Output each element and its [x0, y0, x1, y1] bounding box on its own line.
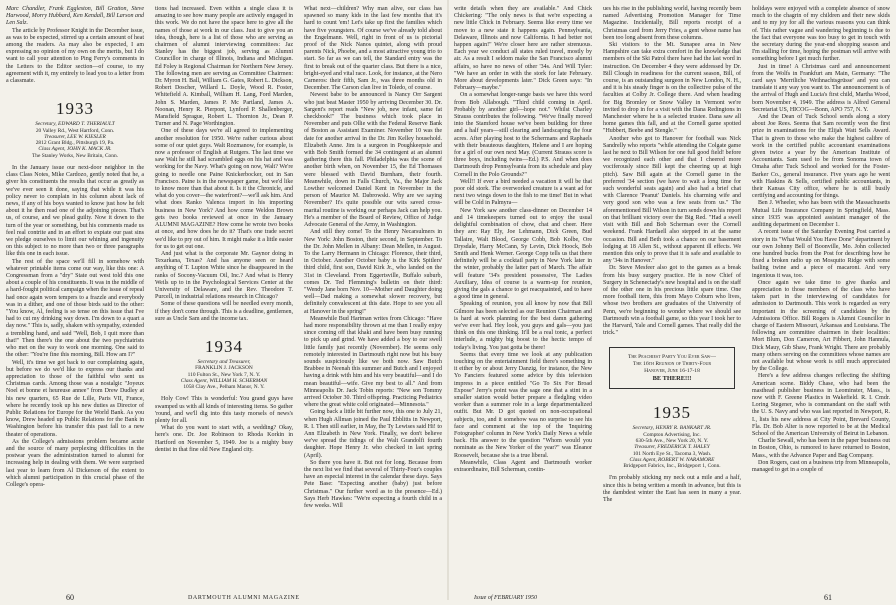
paragraph: Don Rogers, cast on a business trip from Minneapolis, managed to get in a couple of — [752, 459, 890, 473]
paragraph: A recent issue of the Saturday Evening Post carried a story in its "What Would You Have Done" department by our own Johnny Bell of Boonville, Mo. John collected one hundred bucks from the Post for describing how he fixed a broken radio up on Mosquito Ridge with some bailing twine and a piece of macaroni. And very ingenious it was, too. — [752, 229, 890, 279]
officer-line: The Stanley Works, New Britain, Conn. — [31, 152, 118, 159]
left-column-3 — [304, 6, 442, 571]
officer-line: Secretary, HENRY R. BANKART JR. — [632, 425, 712, 432]
paragraph: Meanwhile Bud Hartman writes from Chicago: "Have had more responsibility thrown at me than I really enjoy since coming off that khaki and have been busy running to pick up and grind. We have added a boy to our swell little family just recently (November). He seems only remotely interested in Dartmouth right now but his busy sounds suspiciously like we both now. Saw Butch Brabbee in Neenah this summer and Butch and I enjoyed having a drink with him and his very beautiful—and I do mean beautiful—wife. Give my best to all." And from Minneapolis Dr. Jack Tobin reports: "New son Tommy arrived October 30. Third offspring. Practicing Pediatrics where the great white cold originated—Minnesota." — [304, 315, 442, 409]
paragraph: And still they come! To the Henry Necarsulmers in New York: John Boston, their second, in September. To the Dr. John Mellen in Albany: Dean Mellen, in August. To the Larry Hermann in Chicago: Florence, their third, in October. Another October baby is the Kirk Spitlers' third child, first son, David Kirk Jr., who landed on the 31st in Cleveland. From Eggertsville, Buffalo suburb, comes Dr. Ted Flemming's bulletin on their third: "Wendy Jane born Nov. 10—Mother and Daughter doing well—Dad making a somewhat slower recovery, but definitely convalescent at this date. Hope to see you all at Hanover in the spring!" — [304, 229, 442, 315]
officer-line: Treasurer, FREDERICK T. HALEY — [634, 444, 710, 451]
paragraph: Well, it's time we got back to our complaining again, but before we do we'd like to express our thanks and appreciation to those of the faithful who sent us Christmas cards. Among those was a nostalgic "Joyeux Noel et bonne et heureuse annee" from Drew Dudley at his new quarters, 65 Rue de Lille, Paris VII, France, where he recently took up his new duties as Director of Public Relations for Europe for the World Bank. As you know, Drew headed up Public Relations for the Bank in Washington before his transfer this past fall to a new theater of operations. — [6, 359, 144, 438]
officer-line: Bridgeport Fabrics, Inc., Bridgeport 1, Conn. — [623, 463, 721, 470]
paragraph: Newest babe to be announced is Nancy Orr Sargent who just beat Master 1950 by arriving December 30. Dr. Sargent's report reads "New job, new infant, same fat checkbook!" The business which took place in November and puts Ollie with the Federal Reserve Bank of Boston as Assistant Examiner. November 10 was the date for another arrival in the Dr. Jim Kelley household. Elizabeth Anne. Jim is a surgeon in Poughkeepsie and with Bob Smith formed the 34 contingent at an alumni gathering there this fall. Philadelphia was the scene of another birth when, on November 15, the Ed Thomases were blessed with David Burnham, their fourth. Meanwhile, down in Falls Church, Va., the Major Jack Lowther welcomed Daniel Kent in November in the person of Maurice M. Dabrowski. Why are we saying November? It's quite possible our wits saved cross-marital routine is working our perhaps Jack can help you. He's a member of the Board of Review, Office of Judge Advocate General of the Army, in Washington. — [304, 92, 442, 229]
paragraph: The article by Professor Knight in the December issue, as was to be expected, stirred up a certain amount of heat among the readers. As may also be expected, I am expressing no opinion of my own on the merits, but I do want to call your attention to Ping Ferry's comments in the Letters to the Editor section—of course, to my agreement with it, my entirely to lead you to a letter from a classmate. — [6, 27, 144, 85]
paragraph: Holy Cow! This is wonderful: You grand guys have swamped us with all kinds of interesting items. So gather 'round, and we'll dig into this tasty morsels of news's plenty for all. — [155, 396, 293, 425]
paragraph: One of these days we're all agreed to implementing another resolution for 1950. We're rather curious about some of our quiet guys. Walt Rozmanow, for example, is now a professor of English at Rutgers. The last time we saw Walt he still had scrambled eggs on his hat and was working for the Navy. What's going on now, Walt? We're going to needle one Paine Knickerbocker, out in San Francisco. Paine is in the newspaper game, but we'd like to know more than that about it. Is it the Chronicle, and what do you cover—the waterfront?—we'll ask him. And what does Ranko Valenca import in his importing business in New York? And how come Weldon Brown gets two books reviewed at once in the January ALUMNI MAGAZINE? How come he wrote two books at once, and how does he do it? That's one trade secret we'd like to pry out of him. It might make it a little easier for us to get out one. — [155, 128, 293, 250]
officer-line: 630-5th Ave., New York 20, N. Y. — [635, 437, 709, 444]
paragraph: Some of these questions will be needled every month, if they don't come through. This is a deadline, gentlemen, sure as Uncle Sam and the income tax. — [155, 301, 293, 322]
class-1935-header — [603, 403, 741, 469]
paragraph: Ski visitors to the Mt. Sunapee area in New Hampshire can take extra comfort in the knowledge that members of the Ski Patrol there have had the last word in instruction. On December 4 they were addressed by Dr. Bill Clough in readiness for the current season, Bill, of course, is an outstanding surgeon in New London, N. H., and it is his steady finger is on the collective pulse of the faculties at Colby Jr. College there. And when heading for Big Bromley or Snow Valley in Vermont we're invited to drop in for a visit with the Dana Redingtons in Manchester where he is a selected trustee. Dana saw all home games this fall, and at the Cornell game spotted "Hubbert, Beebe and Stengle." — [603, 42, 741, 135]
left-column-2 — [155, 6, 293, 571]
paragraph: Another who got to Hanover for football was Nick Sandrelly who reports "while attending the Colgate game last he next to Bill Wilson for one full good field! before we recognized each other and that I cheered more vociferously since Bill kept the cheering up at high pitch). Saw Bill again at the Cornell game in the preferred '34 section (we have to wait a long time for such wonderful seats again) and also had a brief chat with Clarence 'Peanut' Daniels. his charming wife and very good son who was a few seats from us." The aforementioned Bill Wilson in turn sends down his report on that brilliant victory over the Big Red. "Had a swell visit with Bill and Bob Scherman over the Cornell weekend. Frank Hardaell also stepped in at the same occasion. Bill and Beth took a chance on our basement lodging at 18 Allen St., without apparent ill effects. We mention this only to prove that it is safe and available to any '34s in Hanover." — [603, 135, 741, 265]
magazine-title-footer: DARTMOUTH ALUMNI MAGAZINE — [188, 595, 300, 601]
notice-line: Hanover, June 16-17-18 — [644, 368, 700, 375]
paragraph: Seems that every time we look at any publication touching on the entertainment field there's something in it either by or about Jerry Danzig, for instance, the New Yo Fanciers featured some advice by this television impress in a piece entitled "Go To Six For Broad Expose" Jerry's point was the sage one that a stint in a smaller station would better prepare a fledgling video worker than a summer role in a large departmentalized outfit. But Mr. D got quoted on non-occupational subjects, too, and it somehow was no surprise to see his face and comment at the top of the 'Inquiring Fotographer' column in New York's Daily News a while back. His answer to the question "Whom would you nominate as the New Yorker of the year?" was Eleanor Roosevelt, because she is a true liberal. — [454, 351, 592, 459]
paragraph: And the Dean of Tuck School sends along a story about Joe Rees. Seems that Sam recently won the first prize in examinations for the Elijah Watt Sells Award. That is given to those who make the highest calibre of work in the certified public accountant examinations given twice a year by the American Institute of Accountants. Sam used to be from Sonoma town of Omaha after Tuck School and worked for the Foster-Barker Co., general insurance. Five years ago he went with Haskins & Sells, certified public accountants, in their Kansas City office, where he is still busily certifying and accounting for things. — [752, 114, 890, 200]
issue-date-footer: Issue of FEBRUARY 1950 — [474, 595, 538, 601]
class-year: 1935 — [653, 403, 691, 423]
officer-line: 101 North Eye St., Tacoma 3, Wash. — [632, 450, 712, 457]
notice-line: The Peachiest Party You Ever Saw— — [627, 354, 717, 361]
officer-line: Class Agent, ROBERT W. NARAMORE — [629, 456, 715, 463]
officer-line: 20 Valley Rd., West Hartford, Conn. — [35, 127, 115, 134]
paragraph: Well!! If ever a bird needed a vacation it will be that poor old stork. The overworked creature is a want ad for next two wings down to the fish to me time! But in what will be Cold in Palmyra— — [454, 178, 592, 207]
officer-line: Class Agent, WILLIAM H. SCHERMAN — [180, 377, 268, 384]
paragraph: Meanwhile, Class Agent and Dartmouth worker extraordinaire, Bill Scherman, contin- — [454, 459, 592, 473]
paragraph: What do you want to start with, a wedding? Okay, here's one. Dr. Joe Robinson to Rhoda Korkin in Hartford on November 5, 1949. Joe is a mighty busy dentist in that fine old New England city. — [155, 425, 293, 453]
left-page — [6, 6, 442, 602]
paragraph: Here's a few address changes reflecting the shifting American scene. Biddy Chase, who had been the masthead publisher business in Leominster, Mass., is now with F. Greene Plastics in Wakefield. R. I. Cmdr. Loring Stegener, who is commandant on the staff with the U. S. Navy and who was last reported in Newport, R. I., lists his new address at City Point, Brevard County, Fla. Dr. Bob Alter is now reported to be at the Medical School of the American University of Beirut in Lebanon. — [752, 373, 890, 437]
paragraph: In the January issue our next-door neighbor in the class Class Notes, Mike Cardozo, gently noted that he, a giver his constituents the results that occur as greatly as we've ever seen it done, saying that while it was his policy never to complain in his column about lack of news, if any of his boys wanted to know just how he felt about it he then read one of the adjoining pieces. That's us, of course, and we plead guilty. Now it down to the turn of the year or something, but his comments made us feel real contrite and in an effort to expiate our past sins we pledge ourselves to limit our whining and ingenuity on this subject to no more than two or three paragraphs like this one in each issue. — [6, 165, 144, 258]
paragraph: Ben J. Wheeler, who has been with the Massachusetts Mutual Life Insurance Company in Springfield, Mass. since 1935 was appointed assistant manager of the auditing department on December 1. — [752, 200, 890, 229]
right-column-3 — [752, 6, 890, 571]
paragraph: Once again we take time to give thanks and appreciation to those members of the class who have taken part in the interviewing of candidates for admission to Dartmouth. This work is regarded as very important in the screening of candidates by the Admissions Office. Bill Rogers is Alumni Councillor in charge of Eastern Missouri, Arkansas and Louisiana. The following are committee chairmen in their localities: Mort Blum, Don Cameron, Art Fibbert, John Hannula, Dick Mauy, Gib Shaw, Frank Wright. There are probably many others serving on the committees whose names are not available but whose work is still much appreciated by the College. — [752, 279, 890, 373]
right-page-number: 61 — [824, 593, 832, 602]
paragraph: So there you have it. But not for long. Because from the next list we find that several of Thirty-Four's couples have an especial interest in the calendar these days. Says Pete Base: "Expecting another (baby) just before Christmas." Our further word as to the presence—Ed.) Says Herb Hawkes: "We're expecting a fourth child in a few weeks. Will — [304, 459, 442, 510]
name-list-continuation: Marc Chandler, Frank Eggleston, Bill Gratton, Steve Harwood, Morry Hubbard, Ken Kendall, Bill Larson and Len Salz. — [6, 6, 144, 27]
officer-line: Compton Advertising, Inc. — [643, 431, 701, 438]
paragraph: I'm probably sticking my neck out a mile and a half, since this is being written a month in advance, but this is the dambdest winter the East has seen in many a year. The — [603, 475, 741, 504]
paragraph: And just what is the corporate Mr. Gaynor doing in Texarkana, Texas? And has anyone seen or heard anything of T. Lupton White since he disappeared in the ranks of Socony-Vacuum Oil, Inc.? And what is Henry Weils up to in the Psychological Services Center at the University of Delaware, and the Rev. Theodore T. Purcell, in industrial relations research in Chicago? — [155, 250, 293, 301]
paragraph: Charlie Sewall, who has been in the paper business out in Boston, Ohio, is rumored to have returned to Boston, Mass., with the Advance Paper and Bag Company. — [752, 438, 890, 459]
paragraph: On a somewhat longer-range basis we have this word from Bob Allabough. "Third child coming in April. Probably by another girl—hope not." Whilst Charley Strauss contributes the following. "We've finally moved into the Stamford house we've been building for three and a half years—still clearing and landscaping the four acres. After playing host to the Schermans and Raphaels with their beauteous daughters, Helene and I are hoping for a girl of our own next May. (Current Strauss score is three boys, including twins—Ed.) P.S. And when does Dartmouth drop Pennsylvania from its schedule and play Cornell in the Polo Grounds?" — [454, 92, 592, 178]
right-column-2 — [603, 6, 741, 571]
paragraph: holidays were enjoyed with a complete absence of snow much to the chagrin of my children and their new skids and to my joy for all the various reasons you can think of. This rather vague and wandering beginning is due to the fact that everyone was too busy to get in touch with the secretary during the year-end shopping season and I'm stalling for time, hoping the postman will arrive with something before I get much further. — [752, 6, 890, 63]
class-year: 1933 — [56, 99, 94, 119]
officer-line: 1058 Clay Ave., Pelham Manor, N. Y. — [183, 384, 265, 391]
class-year: 1934 — [205, 336, 243, 356]
left-page-number: 60 — [66, 593, 74, 602]
notice-line: BE THERE!!! — [652, 375, 692, 383]
paragraph: As the College's admissions problem became acute and the source of many perplexing difficulties in the postwar years the administration turned to alumni for increasing help in dealing with them. We were surprised last year to learn from Al Dickerson of the extent to which alumni participation in this crucial phase of the College's opera- — [6, 438, 144, 488]
right-column-1 — [454, 6, 592, 571]
paragraph: What next—children? Why man alive, our class has spawned so many kids in the last few months that it's hard to count 'em! Let's take up first the families which have five youngsters. Of course we've already told about the Engelmann. Well, right in front of us is pictorial proof of the Nick Nanos quintet, along with proud parents Nick, Phoebe, and a most attractive young trio to start. So far as we can tell, the Standard entry was the first to break out of the quarter class. But there is a nice, bright-eyed and vital race. Look, for instance, at the Nero Carneros: their fifth, Sam Jr., was three months old in December. The Carson clan live in Toledo, of course. — [304, 6, 442, 92]
officer-line: 2812 Grant Bldg., Pittsburgh 19, Pa. — [35, 140, 115, 147]
notice-line: The 16th Reunion of Thirty-Four — [632, 361, 712, 368]
officer-line: FRANKLIN J. JACKSON — [195, 365, 253, 372]
paragraph: tions had increased. Even within a single class it is amazing to see how many people are actively engaged in this work. We do not have the space here to give all the names of those at work in our class. Just to give you an idea, though, here is a list of those who are serving as chairmen of alumni interviewing committees: Jaz Stanley has the biggest job, serving as Alumni Councillor in charge of Illinois, Indiana and Michigan. Ed Foley is Regional Chairman for Northern New Jersey. The following men are serving as Committee Chairmen: Dr. Myron H. Ball, William G. Gates, Robert L. Dickson, Robert Doscher, Willard L. Doyle, Wood R. Foster, Whitefield A. Kimball, William H. Lang, Ford Marden, John S. Marden, James P. Mc Partland, James A. Noonan, Henry R. Pierpont, Lynford P. Shallenberger, Mansfield Sprague, Robert L. Thornton Jr., Dean P. Turner and N. Page Worthington. — [155, 6, 293, 128]
class-1933-header — [6, 99, 144, 159]
officer-line: Class Agent, JOHN K. MACK JR. — [38, 146, 112, 153]
paragraph: Speaking of reunion, you all know by now that Bill Gilmore has been selected as our Reunion Chairman and is hard at work planning for the best damn gathering we've ever had. Hey look, you guys and gals—you just think on this one thinking. It'll be a real tonic, a perfect interlude, a mighty big boost to the hectic tempo of today's living. You just gotta be there! — [454, 301, 592, 351]
paragraph: The rest of the space we'll fill in somehow with whatever printable items come our way, like this one: A Congressman from a "dry" State out west told this one about a couple of his constituents. It was in the middle of a hard-fought political campaign when the issue of repeal had once again worn tempers to a frazzle and everybody was in a dither, and one of those birds said to the other: "You know, Al, feeling is so tense on this issue that I've had to cut my drinking way down. I'm down to a quart a day now." This is, sadly, shaken with sympathy, extended a trembling hand, and said "Well, Bob, I quit more than that!" Then there's the one about the two psychiatrists who met on the way to work one morning. One said to the other: "You're fine this morning, Bill. How am I?" — [6, 258, 144, 359]
paragraph: Just in time! A Christmas card and announcement from the Wolfs in Frankfurt am Main, Germany: "The card says 'Merriliche Weihnachtsgrüsse' and you can translate it any way you want to. The announcement is of the arrival of Hugh and Lucia's first child, Martha Wood, born November 4, 1949. The address is Alfred General Secretariat US, HICOG—Bonn, APO 757, N. Y. — [752, 63, 890, 113]
paragraph: ues his rise in the publishing world, having recently been named Advertising Promotion Manager for Time Magazine. Incidentally, Bill reports receipt of a Christmas card from Jerry Fries, a gent whose name has been too long absent from these columns. — [603, 6, 741, 41]
paragraph: write details when they are available." And Chick Chickering: "The only news is that we're expecting a new little Chick in February. Seems like every time we move to a new state it happens again. Pennsylvania, Delaware, Illinois and now California. It had better not happen again!" We're closer here are rather strenuous. Each year we conduct all states ruled travel, mostly by air. As a result I seldom make the San Francisco alumni affairs, so have no news of other '34s. And Will Tyler: "We have an order in with the stork for late February. More about developments later." Dick Green says: "In February—maybe." — [454, 6, 592, 92]
paragraph: New York saw another class-dinner on December 14 and 14 timekeepers turned out to enjoy the usual delightful combination of chow, chat and cheer. Here they are: Ray Ely, Joe Lehmann, Dick Green, Bud Tallaire, Walt Blood, George Cobb, Bob Kolbe, Ore Drysdale, Harry McCann, Sy Levin, Dick Hoock, Bob Smith and Henk Werner. George Copp tells us that there definitely will be a cocktail party in New York later in the winter, probably the latter part of March. The affair will feature '34's president possessive, The Ladies Auxiliary, Idea of course is a warm-up for reunion, giving the gals a chance to get reacquainted, and to have a good time in general. — [454, 207, 592, 301]
left-column-1 — [6, 6, 144, 571]
paragraph: Going back a little bit further now, this one to July 21, when Hugh Allman joined the Paul Ebblitts in Newport, R. I. Then still earlier, in May, the Ty Lewises said Hi! to Ann Elizabeth in New York. Finally, we don't believe we've spread the tidings of the Walt Grandolfi fourth daughter. Hope Henry Jr. who checked in last spring (April). — [304, 409, 442, 459]
reunion-notice-box — [609, 347, 735, 389]
officer-line: Secretary, EDWARD T. THERIAULT — [35, 121, 115, 128]
right-page — [454, 6, 890, 602]
officer-line: Treasurer, LEE W. KIESLER — [44, 133, 106, 140]
paragraph: Dr. Steve Mesfeer also got to the games as a break from his busy surgery practice. He is now Chief of Surgery in Schenectady's new hospital and is on the staff of the other one in his precious little spare time. One more football item, this from Mayo Coburn who lives, whose two brothers are graduates of the University of Penn, we're beginning to wonder where we should see Dartmouth win a football game, so this year I took her to the Harvard, Yale and Cornell games. That really did the trick." — [603, 265, 741, 337]
class-1934-header — [155, 337, 293, 390]
officer-line: Secretary and Treasurer, — [197, 358, 251, 365]
page-gutter — [447, 0, 449, 600]
officer-line: 110 Fulton St., New York 7, N. Y. — [187, 371, 261, 378]
